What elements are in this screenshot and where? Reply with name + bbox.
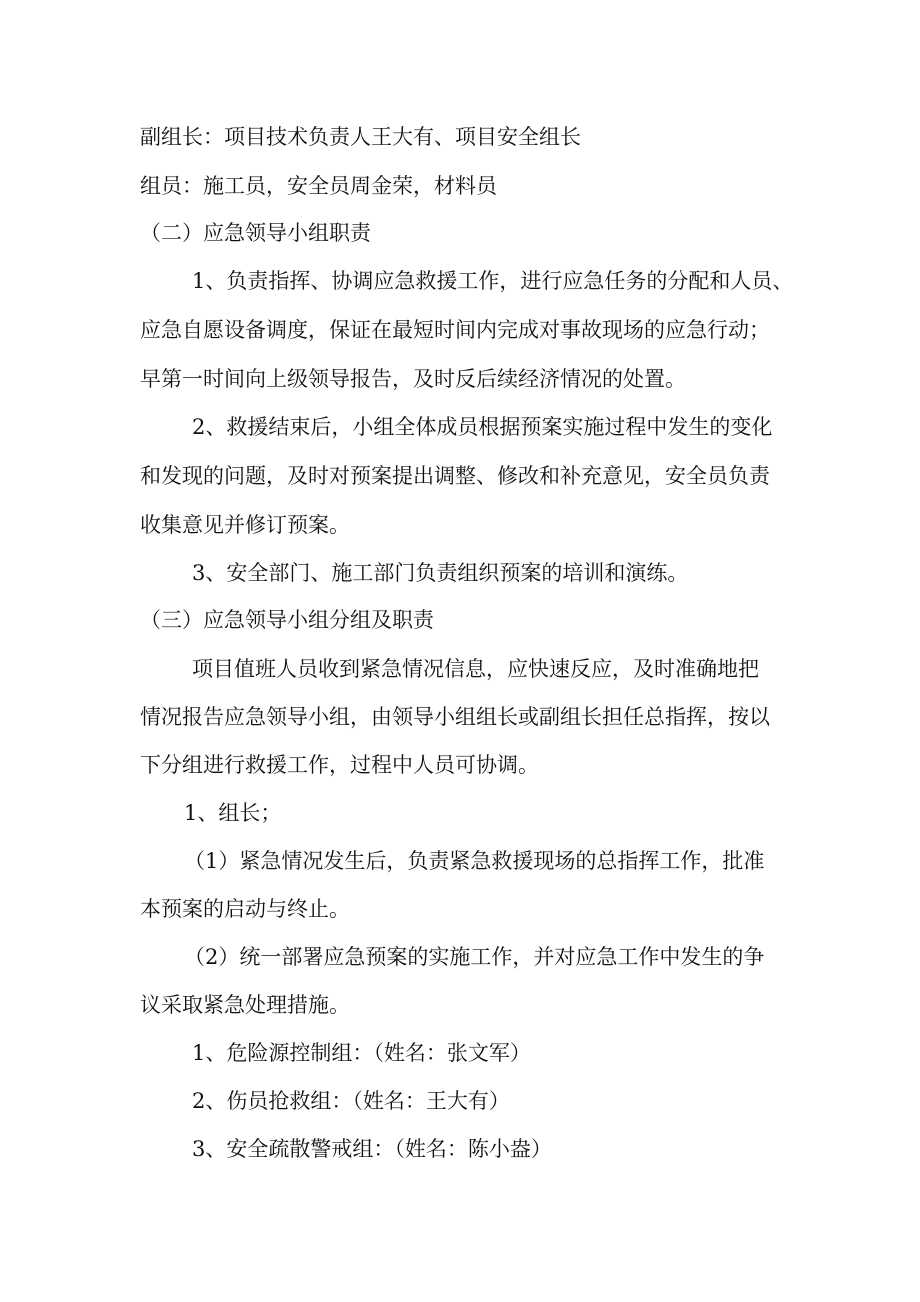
leader-duty-2-line-2: 议采取紧急处理措施。 bbox=[140, 993, 350, 1017]
duty-1-line-1: 1、负责指挥、协调应急救援工作，进行应急任务的分配和人员、 bbox=[192, 269, 794, 293]
duty-3-line: 3、安全部门、施工部门负责组织预案的培训和演练。 bbox=[192, 561, 689, 585]
section-heading-3: （三）应急领导小组分组及职责 bbox=[140, 608, 434, 632]
section-heading-2: （二）应急领导小组职责 bbox=[140, 221, 371, 245]
evacuation-group-line: 3、安全疏散警戒组：（姓名：陈小盎） bbox=[192, 1137, 552, 1161]
duty-2-line-2: 和发现的问题，及时对预案提出调整、修改和补充意见，安全员负责 bbox=[140, 464, 770, 488]
duty-shift-line-1: 项目值班人员收到紧急情况信息，应快速反应，及时准确地把 bbox=[192, 657, 759, 681]
leader-duty-1-line-2: 本预案的启动与终止。 bbox=[140, 897, 350, 921]
duty-shift-line-2: 情况报告应急领导小组，由领导小组组长或副组长担任总指挥，按以 bbox=[140, 705, 770, 729]
duty-shift-line-3: 下分组进行救援工作，过程中人员可协调。 bbox=[140, 753, 539, 777]
leader-duty-1-line-1: （1）紧急情况发生后，负责紧急救援现场的总指挥工作，批准 bbox=[184, 849, 765, 873]
members-line: 组员：施工员，安全员周金荣，材料员 bbox=[140, 174, 497, 198]
duty-1-line-2: 应急自愿设备调度，保证在最短时间内完成对事故现场的应急行动； bbox=[140, 318, 770, 342]
leader-duty-2-line-1: （2）统一部署应急预案的实施工作，并对应急工作中发生的争 bbox=[184, 945, 765, 969]
duty-2-line-3: 收集意见并修订预案。 bbox=[140, 513, 350, 537]
hazard-control-group-line: 1、危险源控制组：（姓名：张文军） bbox=[192, 1041, 531, 1065]
rescue-group-line: 2、伤员抢救组：（姓名：王大有） bbox=[192, 1089, 510, 1113]
duty-2-line-1: 2、救援结束后，小组全体成员根据预案实施过程中发生的变化 bbox=[192, 415, 773, 439]
duty-1-line-3: 早第一时间向上级领导报告，及时反后续经济情况的处置。 bbox=[140, 367, 686, 391]
group-leader-heading: 1、组长； bbox=[184, 801, 282, 825]
vice-leader-line: 副组长：项目技术负责人王大有、项目安全组长 bbox=[140, 125, 581, 149]
